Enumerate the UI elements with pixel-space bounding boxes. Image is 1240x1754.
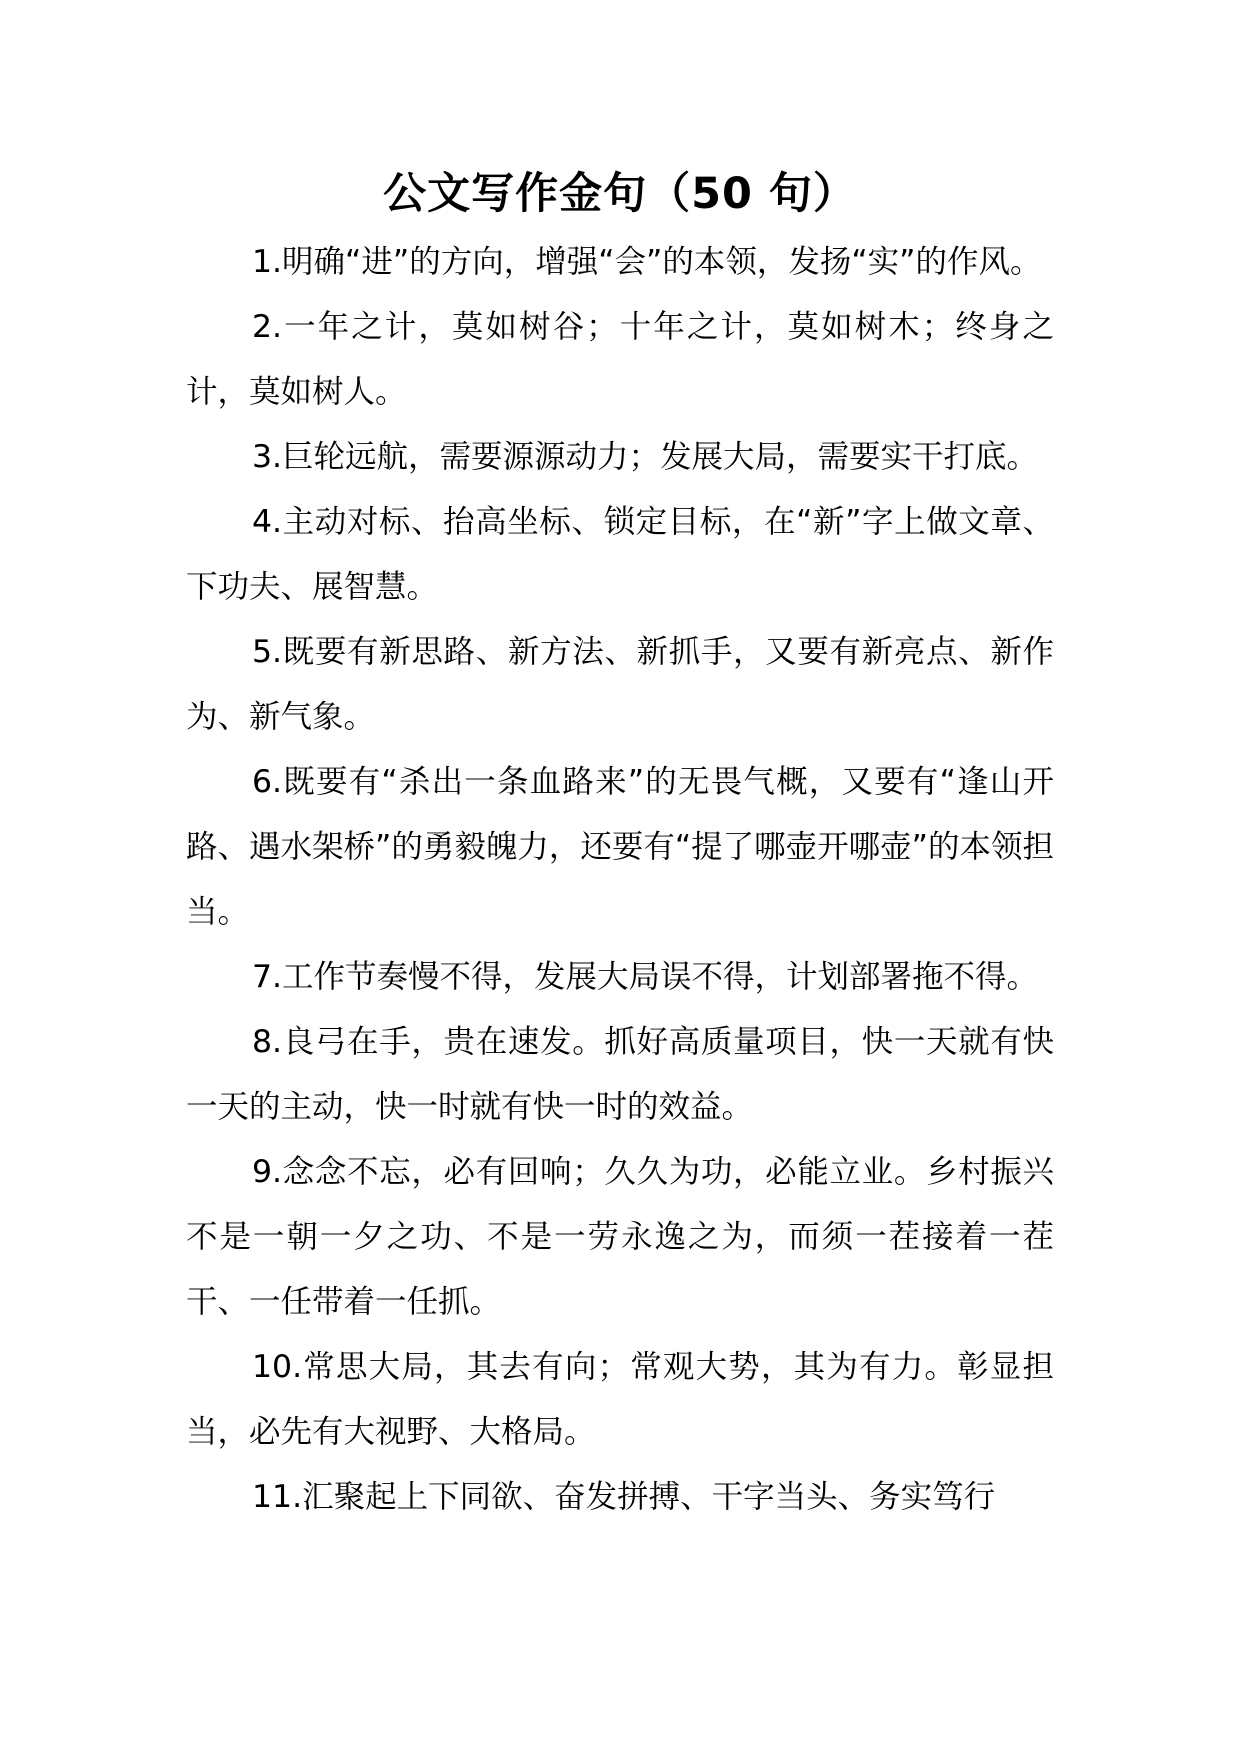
paragraph-3: 3.巨轮远航，需要源源动力；发展大局，需要实干打底。 [252,439,1039,475]
paragraph-1: 1.明确“进”的方向，增强“会”的本领，发扬“实”的作风。 [252,244,1042,280]
paragraph-10: 10.常思大局，其去有向；常观大势，其为有力。彰显担当，必先有大视野、大格局。 [186,1349,1054,1450]
paragraph-11: 11.汇聚起上下同欲、奋发拼搏、干字当头、务实笃行 [252,1479,996,1515]
paragraph-6: 6.既要有“杀出一条血路来”的无畏气概，又要有“逢山开路、遇水架桥”的勇毅魄力，还要有“提了哪壶开哪壶”的本领担当。 [186,764,1054,930]
document-title: 公文写作金句（50 句） [383,169,857,219]
paragraph-8: 8.良弓在手，贵在速发。抓好高质量项目，快一天就有快一天的主动，快一时就有快一时的效益。 [186,1024,1054,1125]
paragraph-2: 2.一年之计，莫如树谷；十年之计，莫如树木；终身之计，莫如树人。 [186,309,1054,410]
document-body [186,230,1054,1530]
paragraph-9: 9.念念不忘，必有回响；久久为功，必能立业。乡村振兴不是一朝一夕之功、不是一劳永逸之为，而须一茬接着一茬干、一任带着一任抓。 [186,1154,1054,1320]
paragraph-4: 4.主动对标、抬高坐标、锁定目标，在“新”字上做文章、下功夫、展智慧。 [186,504,1054,605]
paragraph-5: 5.既要有新思路、新方法、新抓手，又要有新亮点、新作为、新气象。 [186,634,1054,735]
paragraph-7: 7.工作节奏慢不得，发展大局误不得，计划部署拖不得。 [252,959,1039,995]
